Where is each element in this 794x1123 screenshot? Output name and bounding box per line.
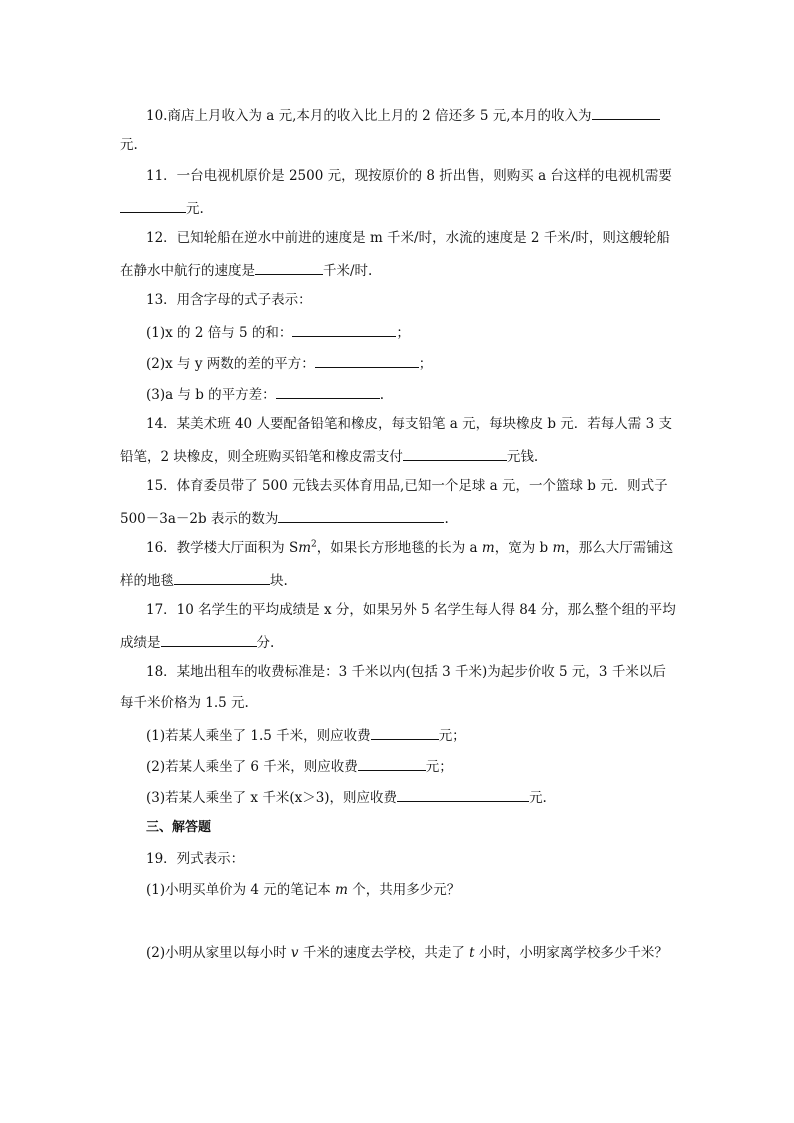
question-text: 元； — [438, 728, 466, 744]
question-text: 13．用含字母的式子表示： — [146, 292, 312, 308]
answer-blank[interactable] — [276, 384, 380, 399]
question-text: 500－3a－2b 表示的数为 — [120, 511, 279, 527]
question-text: (1)若某人乘坐了 1.5 千米，则应收费 — [146, 728, 371, 744]
question-14-continuation — [120, 446, 538, 466]
question-text: (2)小明从家里以每小时 — [146, 945, 291, 961]
question-18-part-1 — [146, 725, 466, 745]
question-19-part-1 — [146, 881, 460, 899]
question-10-continuation — [120, 136, 138, 154]
question-text: (1)x 的 2 倍与 5 的和： — [146, 325, 293, 341]
question-text: 成绩是 — [120, 635, 161, 651]
question-text: 块. — [270, 573, 288, 589]
question-text: . — [379, 387, 384, 403]
answer-blank[interactable] — [371, 725, 439, 740]
question-10 — [146, 105, 660, 125]
question-text: (2)x 与 y 两数的差的平方： — [146, 356, 315, 372]
question-12 — [146, 229, 670, 247]
question-text: 17．10 名学生的平均成绩是 x 分，如果另外 5 名学生每人得 84 分，那么整个组的平均 — [146, 602, 676, 618]
question-text: 15．体育委员带了 500 元钱去买体育用品,已知一个足球 a 元，一个篮球 b 元．则式子 — [146, 478, 668, 494]
question-text: (1)小明买单价为 4 元的笔记本 — [146, 882, 336, 898]
question-18-part-2 — [146, 756, 453, 776]
question-text: (3)若某人乘坐了 x 千米(x＞3)，则应收费 — [146, 790, 398, 806]
variable: t — [469, 945, 475, 961]
question-text: 元. — [120, 137, 138, 153]
question-text: 元钱. — [506, 449, 539, 465]
question-text: ； — [418, 356, 433, 372]
answer-blank[interactable] — [255, 260, 323, 275]
question-text: 千米/时. — [323, 263, 373, 279]
question-12-continuation — [120, 260, 372, 280]
answer-blank[interactable] — [278, 508, 444, 523]
question-13 — [146, 291, 312, 309]
question-text: 每千米价格为 1.5 元. — [120, 695, 249, 711]
answer-blank[interactable] — [403, 446, 507, 461]
question-text: ，如果长方形地毯的长为 a — [316, 540, 478, 556]
question-text: ，宽为 b — [494, 540, 549, 556]
question-13-part-3 — [146, 384, 384, 404]
question-text: 元. — [529, 790, 547, 806]
question-text: ，那么大厅需铺这 — [565, 540, 674, 556]
question-text: 18．某地出租车的收费标准是：3 千米以内(包括 3 千米)为起步价收 5 元，3 千米以后 — [146, 664, 666, 680]
question-text: 元. — [186, 201, 204, 217]
question-17 — [146, 601, 676, 619]
question-text: 千米的速度去学校，共走了 — [298, 945, 470, 961]
question-text: 10.商店上月收入为 a 元,本月的收入比上月的 2 倍还多 5 元,本月的收入为 — [146, 108, 592, 124]
question-19 — [146, 850, 244, 868]
question-text: 元； — [425, 759, 453, 775]
question-15 — [146, 477, 668, 495]
question-18-part-3 — [146, 787, 547, 807]
question-text: . — [444, 511, 449, 527]
variable: m — [335, 882, 348, 898]
answer-blank[interactable] — [592, 105, 660, 120]
question-text: 12．已知轮船在逆水中前进的速度是 m 千米/时，水流的速度是 2 千米/时，则这艘轮船 — [146, 230, 670, 246]
unit-m: m — [481, 540, 495, 556]
question-text: 14．某美术班 40 人要配备铅笔和橡皮，每支铅笔 a 元，每块橡皮 b 元．若每人需 3 支 — [146, 416, 672, 432]
question-text: 小时，小明家离学校多少千米？ — [474, 945, 668, 961]
unit-m: m — [552, 540, 566, 556]
answer-blank[interactable] — [292, 322, 396, 337]
question-11 — [146, 167, 672, 185]
question-13-part-1 — [146, 322, 410, 342]
section-title: 三、解答题 — [146, 820, 212, 835]
question-16 — [146, 539, 673, 557]
answer-blank[interactable] — [315, 353, 419, 368]
question-13-part-2 — [146, 353, 432, 373]
section-heading — [146, 819, 211, 837]
question-text: 19．列式表示： — [146, 851, 245, 867]
answer-blank[interactable] — [174, 570, 270, 585]
question-text: 在静水中航行的速度是 — [120, 263, 255, 279]
question-text: 样的地毯 — [120, 573, 174, 589]
question-19-part-2 — [146, 944, 668, 962]
question-text: 16．教学楼大厅面积为 S — [146, 540, 299, 556]
superscript: 2 — [311, 539, 317, 550]
answer-blank[interactable] — [358, 756, 426, 771]
question-15-continuation — [120, 508, 449, 528]
question-16-continuation — [120, 570, 288, 590]
unit-m: m — [298, 540, 312, 556]
question-17-continuation — [120, 632, 274, 652]
question-text: 分. — [256, 635, 275, 651]
answer-blank[interactable] — [120, 198, 186, 213]
variable: v — [290, 945, 299, 961]
question-text: 铅笔，2 块橡皮，则全班购买铅笔和橡皮需支付 — [120, 449, 403, 465]
question-text: (3)a 与 b 的平方差： — [146, 387, 276, 403]
question-text: 11．一台电视机原价是 2500 元，现按原价的 8 折出售，则购买 a 台这样的电视机需要 — [146, 168, 672, 184]
question-18 — [146, 663, 666, 681]
question-text: 个，共用多少元？ — [347, 882, 461, 898]
question-text: ； — [396, 325, 410, 341]
question-11-continuation — [120, 198, 204, 218]
question-18-continuation — [120, 694, 249, 712]
answer-blank[interactable] — [397, 787, 529, 802]
question-14 — [146, 415, 672, 433]
answer-blank[interactable] — [161, 632, 257, 647]
question-text: (2)若某人乘坐了 6 千米，则应收费 — [146, 759, 358, 775]
